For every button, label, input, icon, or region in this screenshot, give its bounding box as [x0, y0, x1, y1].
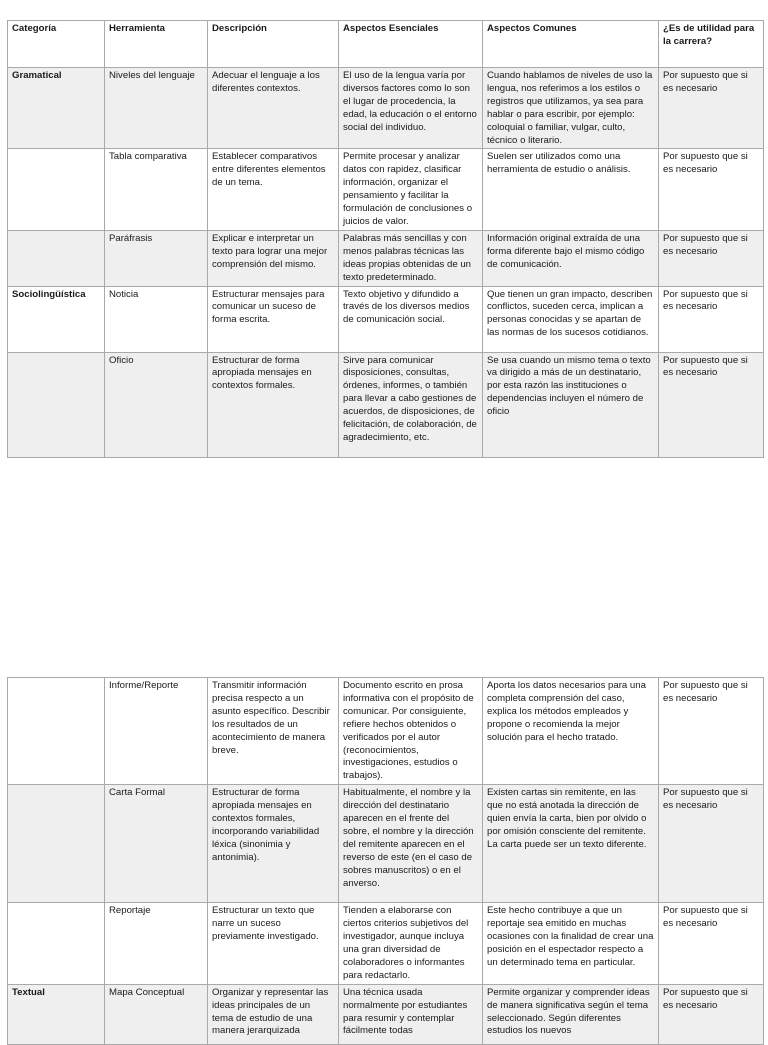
- cell-comunes: Existen cartas sin remitente, en las que no está anotada la dirección de quien envía la carta, bien por olvido o por omisión consciente del remitente. La carta puede ser un texto diferente.: [483, 785, 659, 903]
- cell-esenciales: Tienden a elaborarse con ciertos criterios subjetivos del investigador, aunque incluya una gran diversidad de colaboradores o informantes para redactarlo.: [339, 903, 483, 984]
- cell-categoria: [8, 785, 105, 903]
- cell-herramienta: Noticia: [105, 286, 208, 352]
- cell-descripcion: Explicar e interpretar un texto para lograr una mejor comprensión del mismo.: [208, 230, 339, 286]
- table-row: [8, 984, 764, 1044]
- cell-categoria: [8, 678, 105, 785]
- header-herramienta: Herramienta: [105, 21, 208, 68]
- table-row: [8, 68, 764, 149]
- cell-comunes: Información original extraída de una forma diferente bajo el mismo código de comunicación.: [483, 230, 659, 286]
- cell-descripcion: Adecuar el lenguaje a los diferentes contextos.: [208, 68, 339, 149]
- table-row: [8, 149, 764, 230]
- cell-utilidad: Por supuesto que si es necesario: [659, 230, 764, 286]
- document-table-bottom: [7, 677, 764, 1045]
- cell-esenciales: Una técnica usada normalmente por estudiantes para resumir y contemplar fácilmente todas: [339, 984, 483, 1044]
- cell-descripcion: Estructurar mensajes para comunicar un suceso de forma escrita.: [208, 286, 339, 352]
- table-row: [8, 286, 764, 352]
- header-descripcion: Descripción: [208, 21, 339, 68]
- cell-comunes: Aporta los datos necesarios para una completa comprensión del caso, explica los métodos empleados y propone o recomienda la mejor solución para el hecho tratado.: [483, 678, 659, 785]
- cell-descripcion: Transmitir información precisa respecto a un asunto específico. Describir los resultados de un acontecimiento de manera breve.: [208, 678, 339, 785]
- cell-comunes: Permite organizar y comprender ideas de manera significativa según el tema seleccionado. Según diferentes estudios los nuevos: [483, 984, 659, 1044]
- cell-herramienta: Informe/Reporte: [105, 678, 208, 785]
- cell-utilidad: Por supuesto que si es necesario: [659, 286, 764, 352]
- table-row: [8, 903, 764, 984]
- table-row: [8, 352, 764, 457]
- cell-esenciales: Sirve para comunicar disposiciones, consultas, órdenes, informes, o también para llevar a cabo gestiones de acuerdos, de disposiciones, de felicitación, de colaboración, de agradecimiento, etc.: [339, 352, 483, 457]
- cell-herramienta: Niveles del lenguaje: [105, 68, 208, 149]
- cell-herramienta: Tabla comparativa: [105, 149, 208, 230]
- cell-esenciales: Documento escrito en prosa informativa con el propósito de comunicar. Por consiguiente, refiere hechos obtenidos o verificados por el autor (reconocimientos, investigaciones, estudios o trabajos).: [339, 678, 483, 785]
- table-header-row: [8, 21, 764, 68]
- table-row: [8, 785, 764, 903]
- cell-descripcion: Estructurar de forma apropiada mensajes en contextos formales, incorporando variabilidad léxica (sinonimia y antonimia).: [208, 785, 339, 903]
- document-table-top: [7, 20, 764, 458]
- cell-descripcion: Estructurar de forma apropiada mensajes en contextos formales.: [208, 352, 339, 457]
- cell-categoria: Gramatical: [8, 68, 105, 149]
- cell-comunes: Cuando hablamos de niveles de uso la lengua, nos referimos a los estilos o registros que utilizamos, ya sea para hablar o para escribir, por ejemplo: coloquial o familiar, vulgar, culto, técnico o literario.: [483, 68, 659, 149]
- cell-herramienta: Oficio: [105, 352, 208, 457]
- cell-herramienta: Reportaje: [105, 903, 208, 984]
- cell-utilidad: Por supuesto que si es necesario: [659, 68, 764, 149]
- header-aspectos-comunes: Aspectos Comunes: [483, 21, 659, 68]
- cell-categoria: [8, 903, 105, 984]
- cell-utilidad: Por supuesto que si es necesario: [659, 678, 764, 785]
- cell-esenciales: Palabras más sencillas y con menos palabras técnicas las ideas propias obtenidas de un texto predeterminado.: [339, 230, 483, 286]
- cell-categoria: Textual: [8, 984, 105, 1044]
- cell-descripcion: Establecer comparativos entre diferentes elementos de un tema.: [208, 149, 339, 230]
- cell-esenciales: Habitualmente, el nombre y la dirección del destinatario aparecen en el frente del sobre, el nombre y la dirección del remitente aparecen en el reverso de este (en el caso de sobres manuscritos) o en el anverso.: [339, 785, 483, 903]
- cell-categoria: Sociolingüística: [8, 286, 105, 352]
- table-row: [8, 678, 764, 785]
- cell-utilidad: Por supuesto que si es necesario: [659, 352, 764, 457]
- cell-comunes: Este hecho contribuye a que un reportaje sea emitido en muchas ocasiones con la finalidad de crear una posición en el espectador respecto a un determinado tema en particular.: [483, 903, 659, 984]
- cell-descripcion: Organizar y representar las ideas principales de un tema de estudio de una manera jerarquizada: [208, 984, 339, 1044]
- cell-utilidad: Por supuesto que si es necesario: [659, 903, 764, 984]
- cell-comunes: Que tienen un gran impacto, describen conflictos, suceden cerca, implican a personas conocidas y se apartan de las normas de los sucesos cotidianos.: [483, 286, 659, 352]
- cell-categoria: [8, 149, 105, 230]
- header-categoria: Categoría: [8, 21, 105, 68]
- cell-herramienta: Mapa Conceptual: [105, 984, 208, 1044]
- cell-herramienta: Paráfrasis: [105, 230, 208, 286]
- header-utilidad: ¿Es de utilidad para la carrera?: [659, 21, 764, 68]
- cell-categoria: [8, 230, 105, 286]
- cell-esenciales: Texto objetivo y difundido a través de los diversos medios de comunicación social.: [339, 286, 483, 352]
- cell-comunes: Suelen ser utilizados como una herramienta de estudio o análisis.: [483, 149, 659, 230]
- cell-utilidad: Por supuesto que si es necesario: [659, 984, 764, 1044]
- cell-comunes: Se usa cuando un mismo tema o texto va dirigido a más de un destinatario, por esta razón las instituciones o dependencias incluyen el número de oficio: [483, 352, 659, 457]
- table-row: [8, 230, 764, 286]
- cell-herramienta: Carta Formal: [105, 785, 208, 903]
- header-aspectos-esenciales: Aspectos Esenciales: [339, 21, 483, 68]
- cell-utilidad: Por supuesto que si es necesario: [659, 785, 764, 903]
- cell-esenciales: Permite procesar y analizar datos con rapidez, clasificar información, organizar el pensamiento y facilitar la formulación de conclusiones o juicios de valor.: [339, 149, 483, 230]
- cell-utilidad: Por supuesto que si es necesario: [659, 149, 764, 230]
- cell-categoria: [8, 352, 105, 457]
- cell-esenciales: El uso de la lengua varía por diversos factores como lo son el lugar de procedencia, la edad, la educación o el entorno social del individuo.: [339, 68, 483, 149]
- cell-descripcion: Estructurar un texto que narre un suceso previamente investigado.: [208, 903, 339, 984]
